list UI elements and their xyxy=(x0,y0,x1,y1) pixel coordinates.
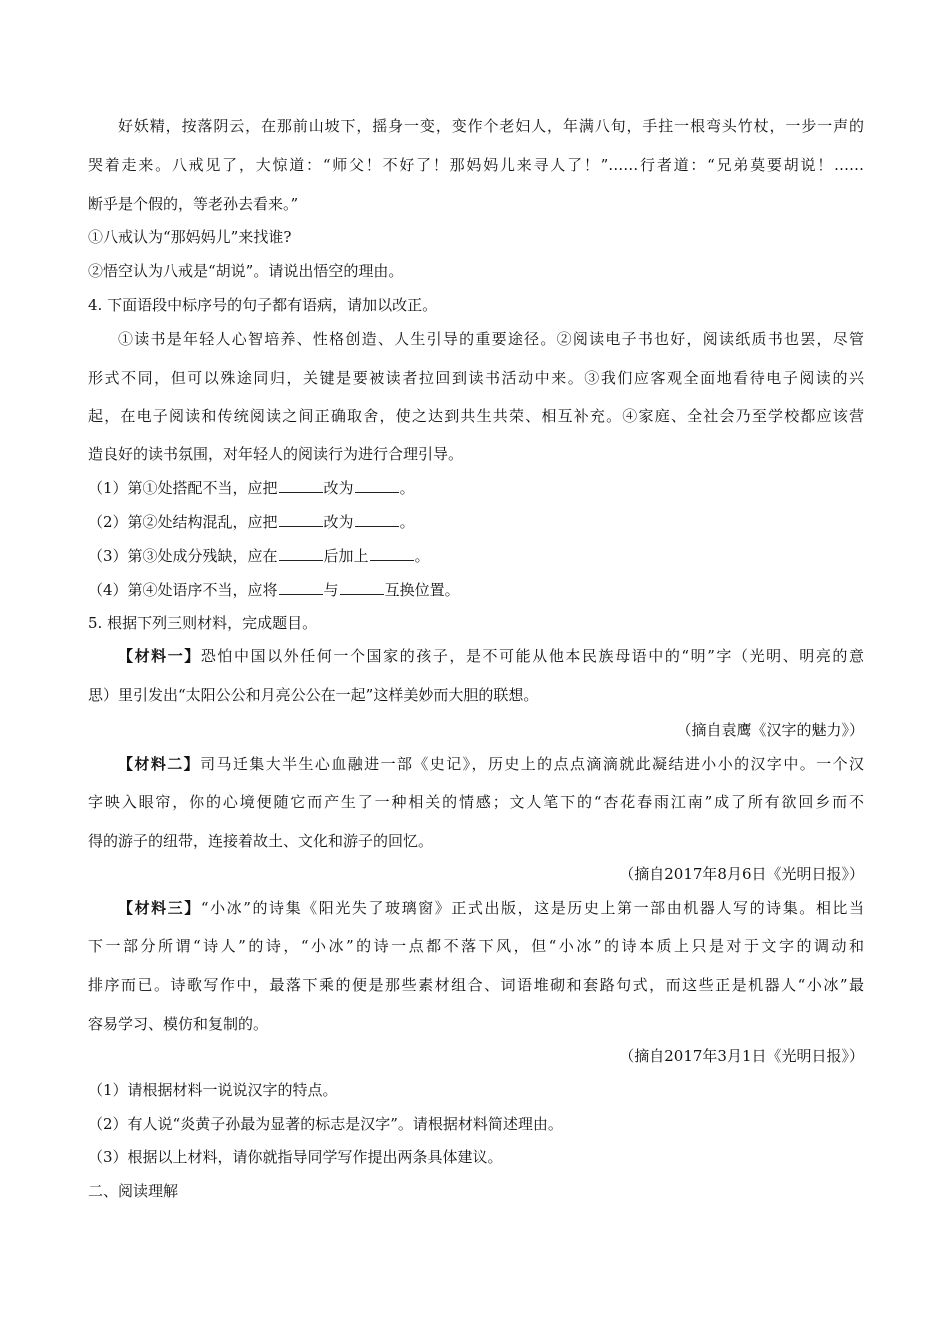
answer-blank[interactable] xyxy=(355,477,399,493)
answer-blank[interactable] xyxy=(340,579,384,595)
q4-para-line-1: ①读书是年轻人心智培养、性格创造、人生引导的重要途径。②阅读电子书也好，阅读纸质书也罢，尽管 xyxy=(118,330,864,348)
material-2-tag: 【材料二】 xyxy=(118,755,201,773)
material-3-line-3: 排序而已。诗歌写作中，最落下乘的便是那些素材组合、词语堆砌和套路句式，而这些正是机器人“小冰”最 xyxy=(88,976,864,994)
material-3-line-2: 下一部分所谓“诗人”的诗，“小冰”的诗一点都不落下风，但“小冰”的诗本质上只是对于文字的调动和 xyxy=(88,937,864,955)
q5-stem: 5. 根据下列三则材料，完成题目。 xyxy=(88,614,318,632)
q4-item-1: （1）第①处搭配不当，应把 改为 。 xyxy=(88,479,415,497)
answer-blank[interactable] xyxy=(279,477,323,493)
answer-blank[interactable] xyxy=(370,545,414,561)
q4-para-line-4: 造良好的读书氛围，对年轻人的阅读行为进行合理引导。 xyxy=(88,445,464,463)
material-2-source: （摘自2017年8月6日《光明日报》） xyxy=(619,865,864,883)
material-3-line-4: 容易学习、模仿和复制的。 xyxy=(88,1015,269,1033)
material-1-source: （摘自袁鹰《汉字的魅力》） xyxy=(676,721,864,739)
q5-question-1: （1）请根据材料一说说汉字的特点。 xyxy=(88,1081,338,1099)
q3-sub2: ②悟空认为八戒是“胡说”。请说出悟空的理由。 xyxy=(88,262,404,280)
passage-line-1: 好妖精，按落阴云，在那前山坡下，摇身一变，变作个老妇人，年满八旬，手拄一根弯头竹杖，一步一声的 xyxy=(118,117,864,135)
q4-item-2: （2）第②处结构混乱，应把 改为 。 xyxy=(88,513,415,531)
q4-para-line-2: 形式不同，但可以殊途同归，关键是要被读者拉回到读书活动中来。③我们应客观全面地看待电子阅读的兴 xyxy=(88,369,864,387)
section-heading-reading: 二、阅读理解 xyxy=(88,1182,179,1200)
material-3-source: （摘自2017年3月1日《光明日报》） xyxy=(619,1047,864,1065)
q5-question-2: （2）有人说“炎黄子孙最为显著的标志是汉字”。请根据材料简述理由。 xyxy=(88,1115,563,1133)
material-3-line-1: 【材料三】“小冰”的诗集《阳光失了玻璃窗》正式出版，这是历史上第一部由机器人写的诗集。相比当 xyxy=(118,899,864,917)
answer-blank[interactable] xyxy=(279,545,323,561)
q4-item-4: （4）第④处语序不当，应将 与 互换位置。 xyxy=(88,581,460,599)
material-2-line-2: 字映入眼帘，你的心境便随它而产生了一种相关的情感；文人笔下的“杏花春雨江南”成了所有欲回乡而不 xyxy=(88,793,864,811)
material-1-line-1: 【材料一】恐怕中国以外任何一个国家的孩子，是不可能从他本民族母语中的“明”字（光明、明亮的意 xyxy=(118,647,864,665)
q4-item-3: （3）第③处成分残缺，应在 后加上 。 xyxy=(88,547,430,565)
q4-para-line-3: 起，在电子阅读和传统阅读之间正确取舍，使之达到共生共荣、相互补充。④家庭、全社会乃至学校都应该营 xyxy=(88,407,864,425)
material-1-tag: 【材料一】 xyxy=(118,647,201,665)
material-2-line-1: 【材料二】司马迁集大半生心血融进一部《史记》，历史上的点点滴滴就此凝结进小小的汉字中。一个汉 xyxy=(118,755,864,773)
q5-question-3: （3）根据以上材料，请你就指导同学写作提出两条具体建议。 xyxy=(88,1148,503,1166)
material-3-tag: 【材料三】 xyxy=(118,899,201,917)
passage-line-2: 哭着走来。八戒见了，大惊道：“师父！不好了！那妈妈儿来寻人了！”……行者道：“兄弟莫要胡说！…… xyxy=(88,156,864,174)
answer-blank[interactable] xyxy=(355,511,399,527)
q4-stem: 4. 下面语段中标序号的句子都有语病，请加以改正。 xyxy=(88,296,438,314)
q3-sub1: ①八戒认为“那妈妈儿”来找谁? xyxy=(88,228,292,246)
material-2-line-3: 得的游子的纽带，连接着故土、文化和游子的回忆。 xyxy=(88,832,434,850)
material-1-line-2: 思）里引发出“太阳公公和月亮公公在一起”这样美妙而大胆的联想。 xyxy=(88,686,539,704)
answer-blank[interactable] xyxy=(279,511,323,527)
answer-blank[interactable] xyxy=(279,579,323,595)
passage-line-3: 断乎是个假的，等老孙去看来。” xyxy=(88,195,299,213)
